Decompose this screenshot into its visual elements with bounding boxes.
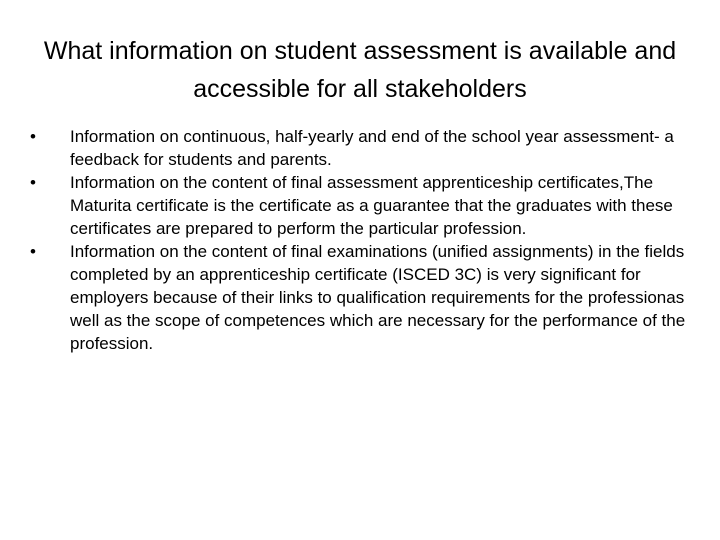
bullet-item (30, 171, 700, 240)
bullet-marker: • (30, 127, 36, 146)
bullet-text: Information on the content of final assessment apprenticeship certificates,The Maturita certificate is the certificate as a guarantee that the graduates with these certificates are prepared to perform the particular profession. (70, 173, 673, 238)
bullet-marker: • (30, 173, 36, 192)
bullet-text: Information on the content of final examinations (unified assignments) in the fields completed by an apprenticeship certificate (ISCED 3C) is very significant for employers because of their links to qualification requirements for the professionas well as the scope of competences which are necessary for the performance of the profession. (70, 242, 686, 353)
bullet-item (30, 125, 700, 171)
bullet-text: Information on continuous, half-yearly and end of the school year assessment- a feedback for students and parents. (70, 127, 674, 169)
bullet-marker: • (30, 242, 36, 261)
bullet-item (30, 240, 700, 355)
slide-title: What information on student assessment is available and accessible for all stakeholders (43, 37, 677, 103)
bullet-list (30, 125, 700, 355)
